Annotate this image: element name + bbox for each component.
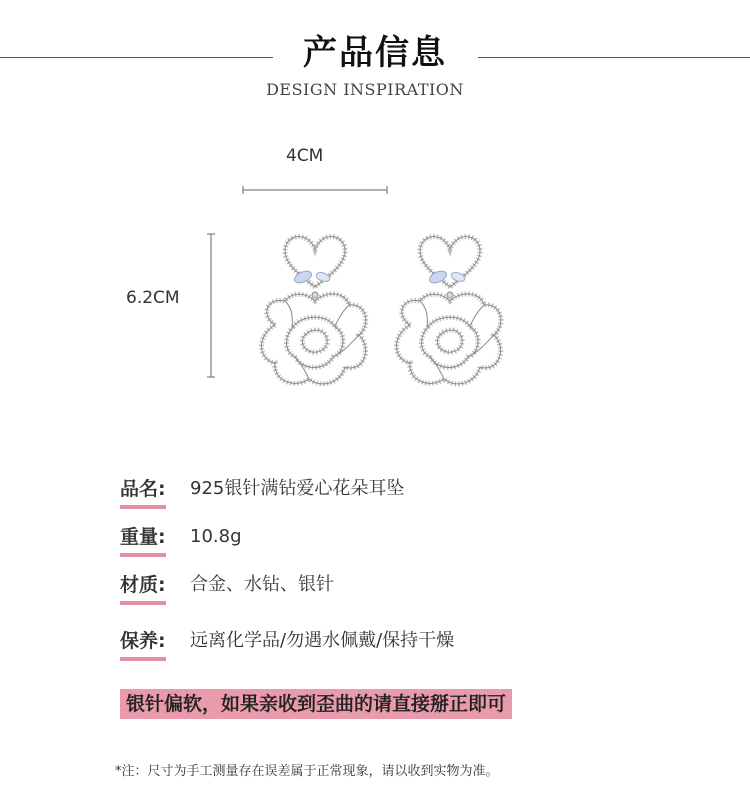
detail-label: 材质: [120, 573, 166, 605]
detail-value: 远离化学品/勿遇水佩戴/保持干燥 [190, 630, 455, 651]
page-subtitle: DESIGN INSPIRATION [266, 80, 464, 99]
left-earring [262, 237, 366, 384]
notice-banner: 银针偏软，如果亲收到歪曲的请直接掰正即可 [120, 689, 512, 719]
footnote: *注：尺寸为手工测量存在误差属于正常现象，请以收到实物为准。 [115, 764, 499, 779]
height-dimension-label: 6.2CM [126, 288, 180, 308]
right-earring [397, 237, 501, 384]
product-image [200, 170, 550, 430]
detail-label: 品名: [120, 477, 166, 509]
height-dimension-line [207, 234, 215, 377]
detail-value: 925银针满钻爱心花朵耳坠 [190, 478, 405, 499]
detail-label: 重量: [120, 525, 166, 557]
width-dimension-label: 4CM [286, 146, 324, 166]
detail-label: 保养: [120, 629, 166, 661]
width-dimension-line [243, 186, 387, 194]
page-title: 产品信息 [303, 33, 447, 73]
detail-value: 合金、水钻、银针 [190, 574, 334, 595]
detail-value: 10.8g [190, 526, 242, 547]
